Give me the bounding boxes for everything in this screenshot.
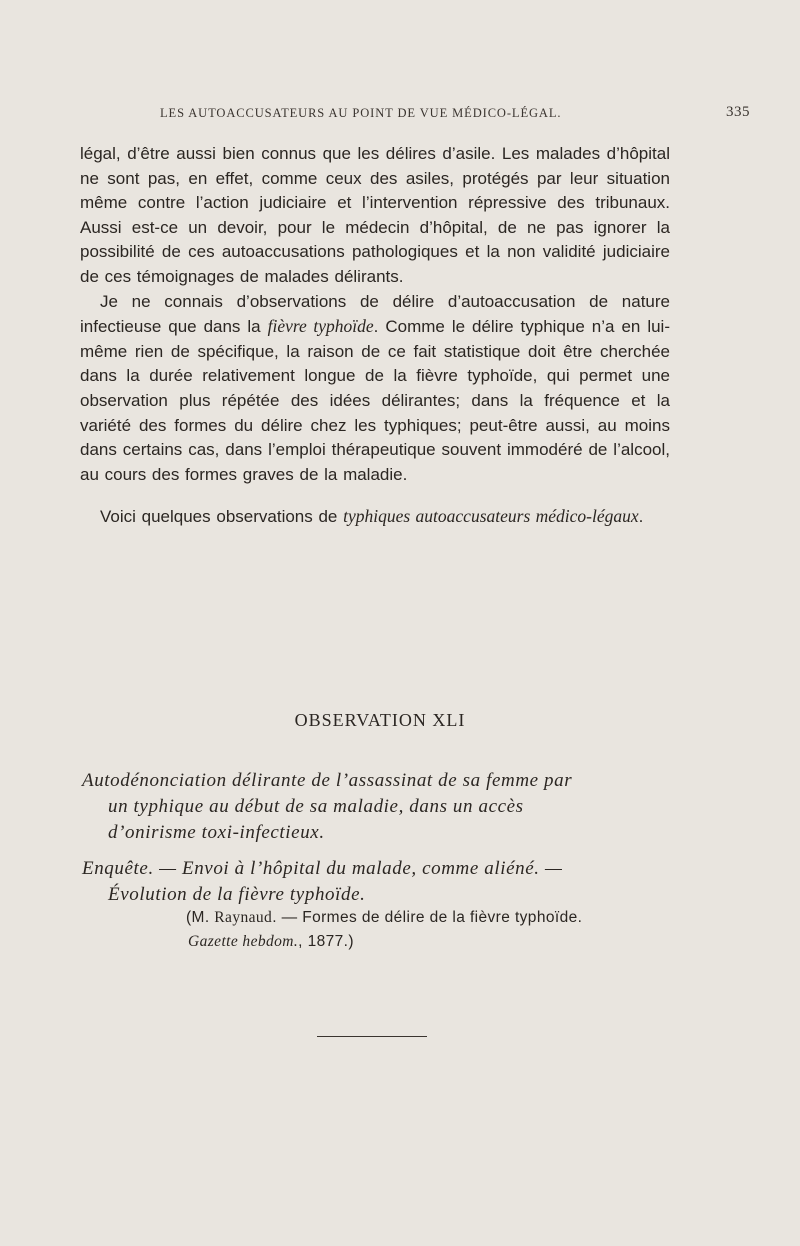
paragraph-1: légal, d’être aussi bien connus que les délires d’asile. Les malades d’hôpital ne sont pas, en effet, comme ceux des asiles, protégés par leur situation même contre l’action judiciaire et l’intervention répressive des tribunaux. Aussi est-ce un devoir, pour le médecin d’hôpital, de ne pas ignorer la possibilité de ces autoaccusations pathologiques et la non validité judiciaire de ces témoignages de malades délirants. [80, 144, 670, 286]
running-header [160, 106, 750, 121]
paragraph-3-start: Voici quelques observations de [100, 507, 344, 527]
paragraph-3-italic: typhiques autoaccusateurs médico-légaux [343, 506, 639, 527]
summary-line-1: Autodénonciation délirante de l’assassinat de sa femme par [82, 770, 573, 791]
summary-line-3: d’onirisme toxi-infectieux. [108, 822, 325, 843]
source-line-1 [186, 906, 706, 930]
observation-title: OBSERVATION XLI [294, 710, 466, 730]
inquiry-line-2: Évolution de la fièvre typhoïde. [108, 884, 366, 905]
source-prefix: (M. [186, 909, 215, 926]
source-year: , 1877.) [298, 933, 354, 950]
source-title: . — Formes de délire de la fièvre typhoïde. [272, 909, 583, 926]
paragraph-2-end: . Comme le délire typhique n’a en lui-même rien de spécifique, la raison de ce fait statistique doit être cherchée dans la durée relativement longue de la fièvre typhoïde, qui permet une observation plus répétée des idées délirantes; dans la fréquence et la variété des formes du délire chez les typhiques; peut-être aussi, au moins dans certains cas, dans l’emploi thérapeutique souvent immodéré de l’alcool, au cours des formes graves de la maladie. [80, 317, 670, 484]
paragraph-2-italic: fièvre typhoïde [267, 316, 374, 337]
source-line-2 [186, 930, 706, 954]
paragraph-2-start: Je ne connais d’observations de délire d’autoaccusation de nature infectieuse que dans la [80, 291, 670, 337]
paragraph-3 [80, 504, 670, 530]
end-rule [317, 1036, 427, 1037]
observation-summary [80, 768, 680, 908]
main-text [80, 142, 670, 530]
running-title: LES AUTOACCUSATEURS AU POINT DE VUE MÉDICO-LÉGAL. [160, 106, 562, 120]
inquiry-block [80, 856, 680, 908]
source-citation [186, 906, 706, 954]
page-number: 335 [726, 104, 750, 120]
source-author: Raynaud [214, 909, 273, 926]
paragraph-3-end: . [638, 507, 644, 527]
summary-line-2: un typhique au début de sa maladie, dans un accès [108, 796, 524, 817]
inquiry-line-1: Enquête. — Envoi à l’hôpital du malade, comme aliéné. — [82, 858, 563, 879]
source-journal: Gazette hebdom. [188, 933, 299, 950]
paragraph-2 [80, 290, 670, 488]
